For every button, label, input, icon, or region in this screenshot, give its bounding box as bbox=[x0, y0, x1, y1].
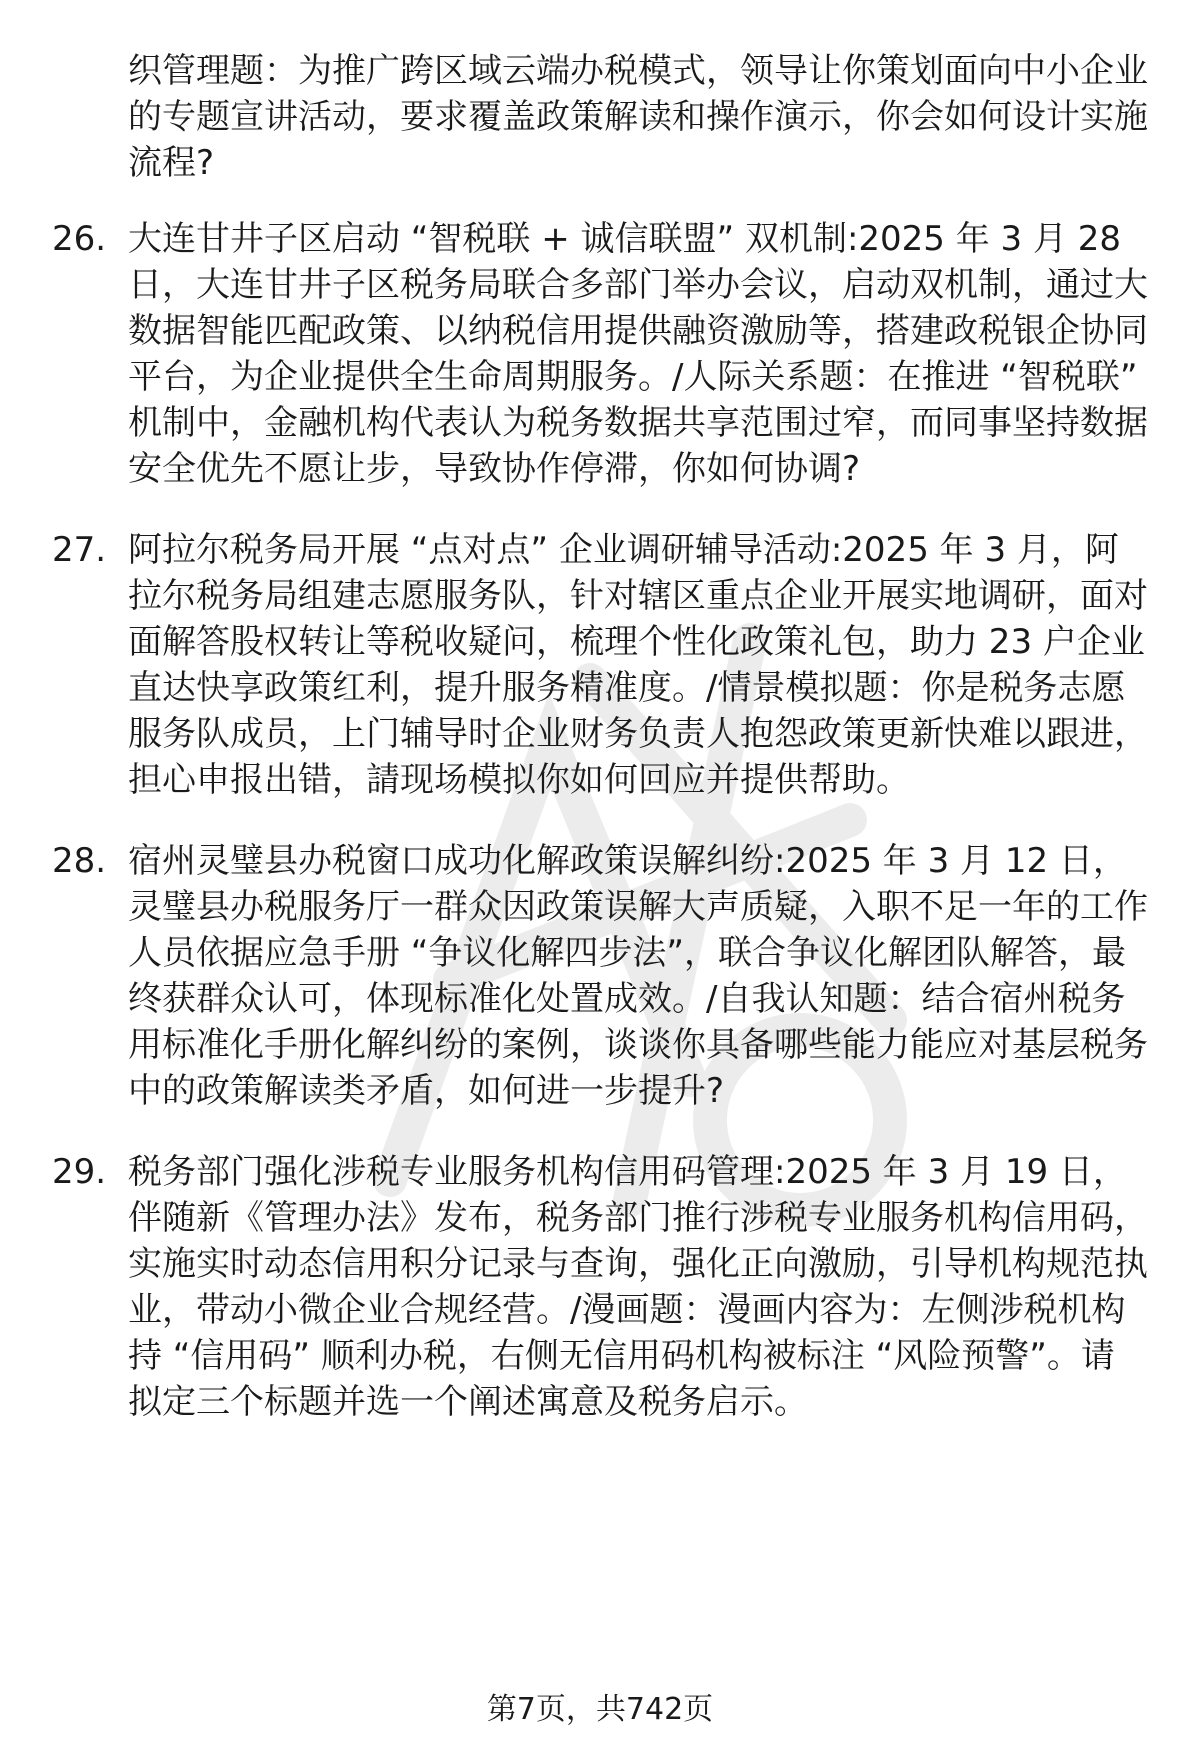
question-number: 28. bbox=[52, 841, 107, 881]
list-item bbox=[0, 216, 1200, 492]
question-text: 阿拉尔税务局开展 “点对点” 企业调研辅导活动:2025 年 3 月，阿拉尔税务局组建志愿服务队，针对辖区重点企业开展实地调研，面对面解答股权转让等税收疑问，梳理个性化政策礼包，助力 23 户企业直达快享政策红利，提升服务精准度。/情景模拟题：你是税务志愿服务队成员，上门辅导时企业财务负责人抱怨政策更新快难以跟进，担心申报出错，請现场模拟你如何回应并提供帮助。 bbox=[128, 530, 1148, 800]
question-text: 宿州灵璧县办税窗口成功化解政策误解纠纷:2025 年 3 月 12 日，灵璧县办税服务厅一群众因政策误解大声质疑，入职不足一年的工作人员依据应急手册 “争议化解四步法”，联合争议化解团队解答，最终获群众认可，体现标准化处置成效。/自我认知题：结合宿州税务用标准化手册化解纠纷的案例，谈谈你具备哪些能力能应对基层税务中的政策解读类矛盾，如何进一步提升? bbox=[128, 841, 1148, 1111]
intro-paragraph: 织管理题：为推广跨区域云端办税模式，领导让你策划面向中小企业的专题宣讲活动，要求覆盖政策解读和操作演示，你会如何设计实施流程? bbox=[128, 51, 1148, 183]
question-list bbox=[0, 216, 1200, 1425]
list-item bbox=[0, 1149, 1200, 1425]
list-item bbox=[0, 527, 1200, 803]
question-text: 税务部门强化涉税专业服务机构信用码管理:2025 年 3 月 19 日，伴随新《管理办法》发布，税务部门推行涉税专业服务机构信用码，实施实时动态信用积分记录与查询，强化正向激励，引导机构规范执业，带动小微企业合规经营。/漫画题：漫画内容为：左侧涉税机构持 “信用码” 顺利办税，右侧无信用码机构被标注 “风险预警”。请拟定三个标题并选一个阐述寓意及税务启示。 bbox=[128, 1152, 1148, 1422]
question-number: 26. bbox=[52, 219, 107, 259]
page-footer: 第7页，共742页 bbox=[486, 1692, 714, 1727]
question-number: 27. bbox=[52, 530, 107, 570]
question-text: 大连甘井子区启动 “智税联 + 诚信联盟” 双机制:2025 年 3 月 28 日，大连甘井子区税务局联合多部门举办会议，启动双机制，通过大数据智能匹配政策、以纳税信用提供融资激励等，搭建政税银企协同平台，为企业提供全生命周期服务。/人际关系题：在推进 “智税联” 机制中，金融机构代表认为税务数据共享范围过窄，而同事坚持数据安全优先不愿让步，导致协作停滞，你如何协调? bbox=[128, 219, 1148, 489]
question-number: 29. bbox=[52, 1152, 107, 1192]
page-content bbox=[0, 48, 1200, 1460]
list-item bbox=[0, 838, 1200, 1114]
